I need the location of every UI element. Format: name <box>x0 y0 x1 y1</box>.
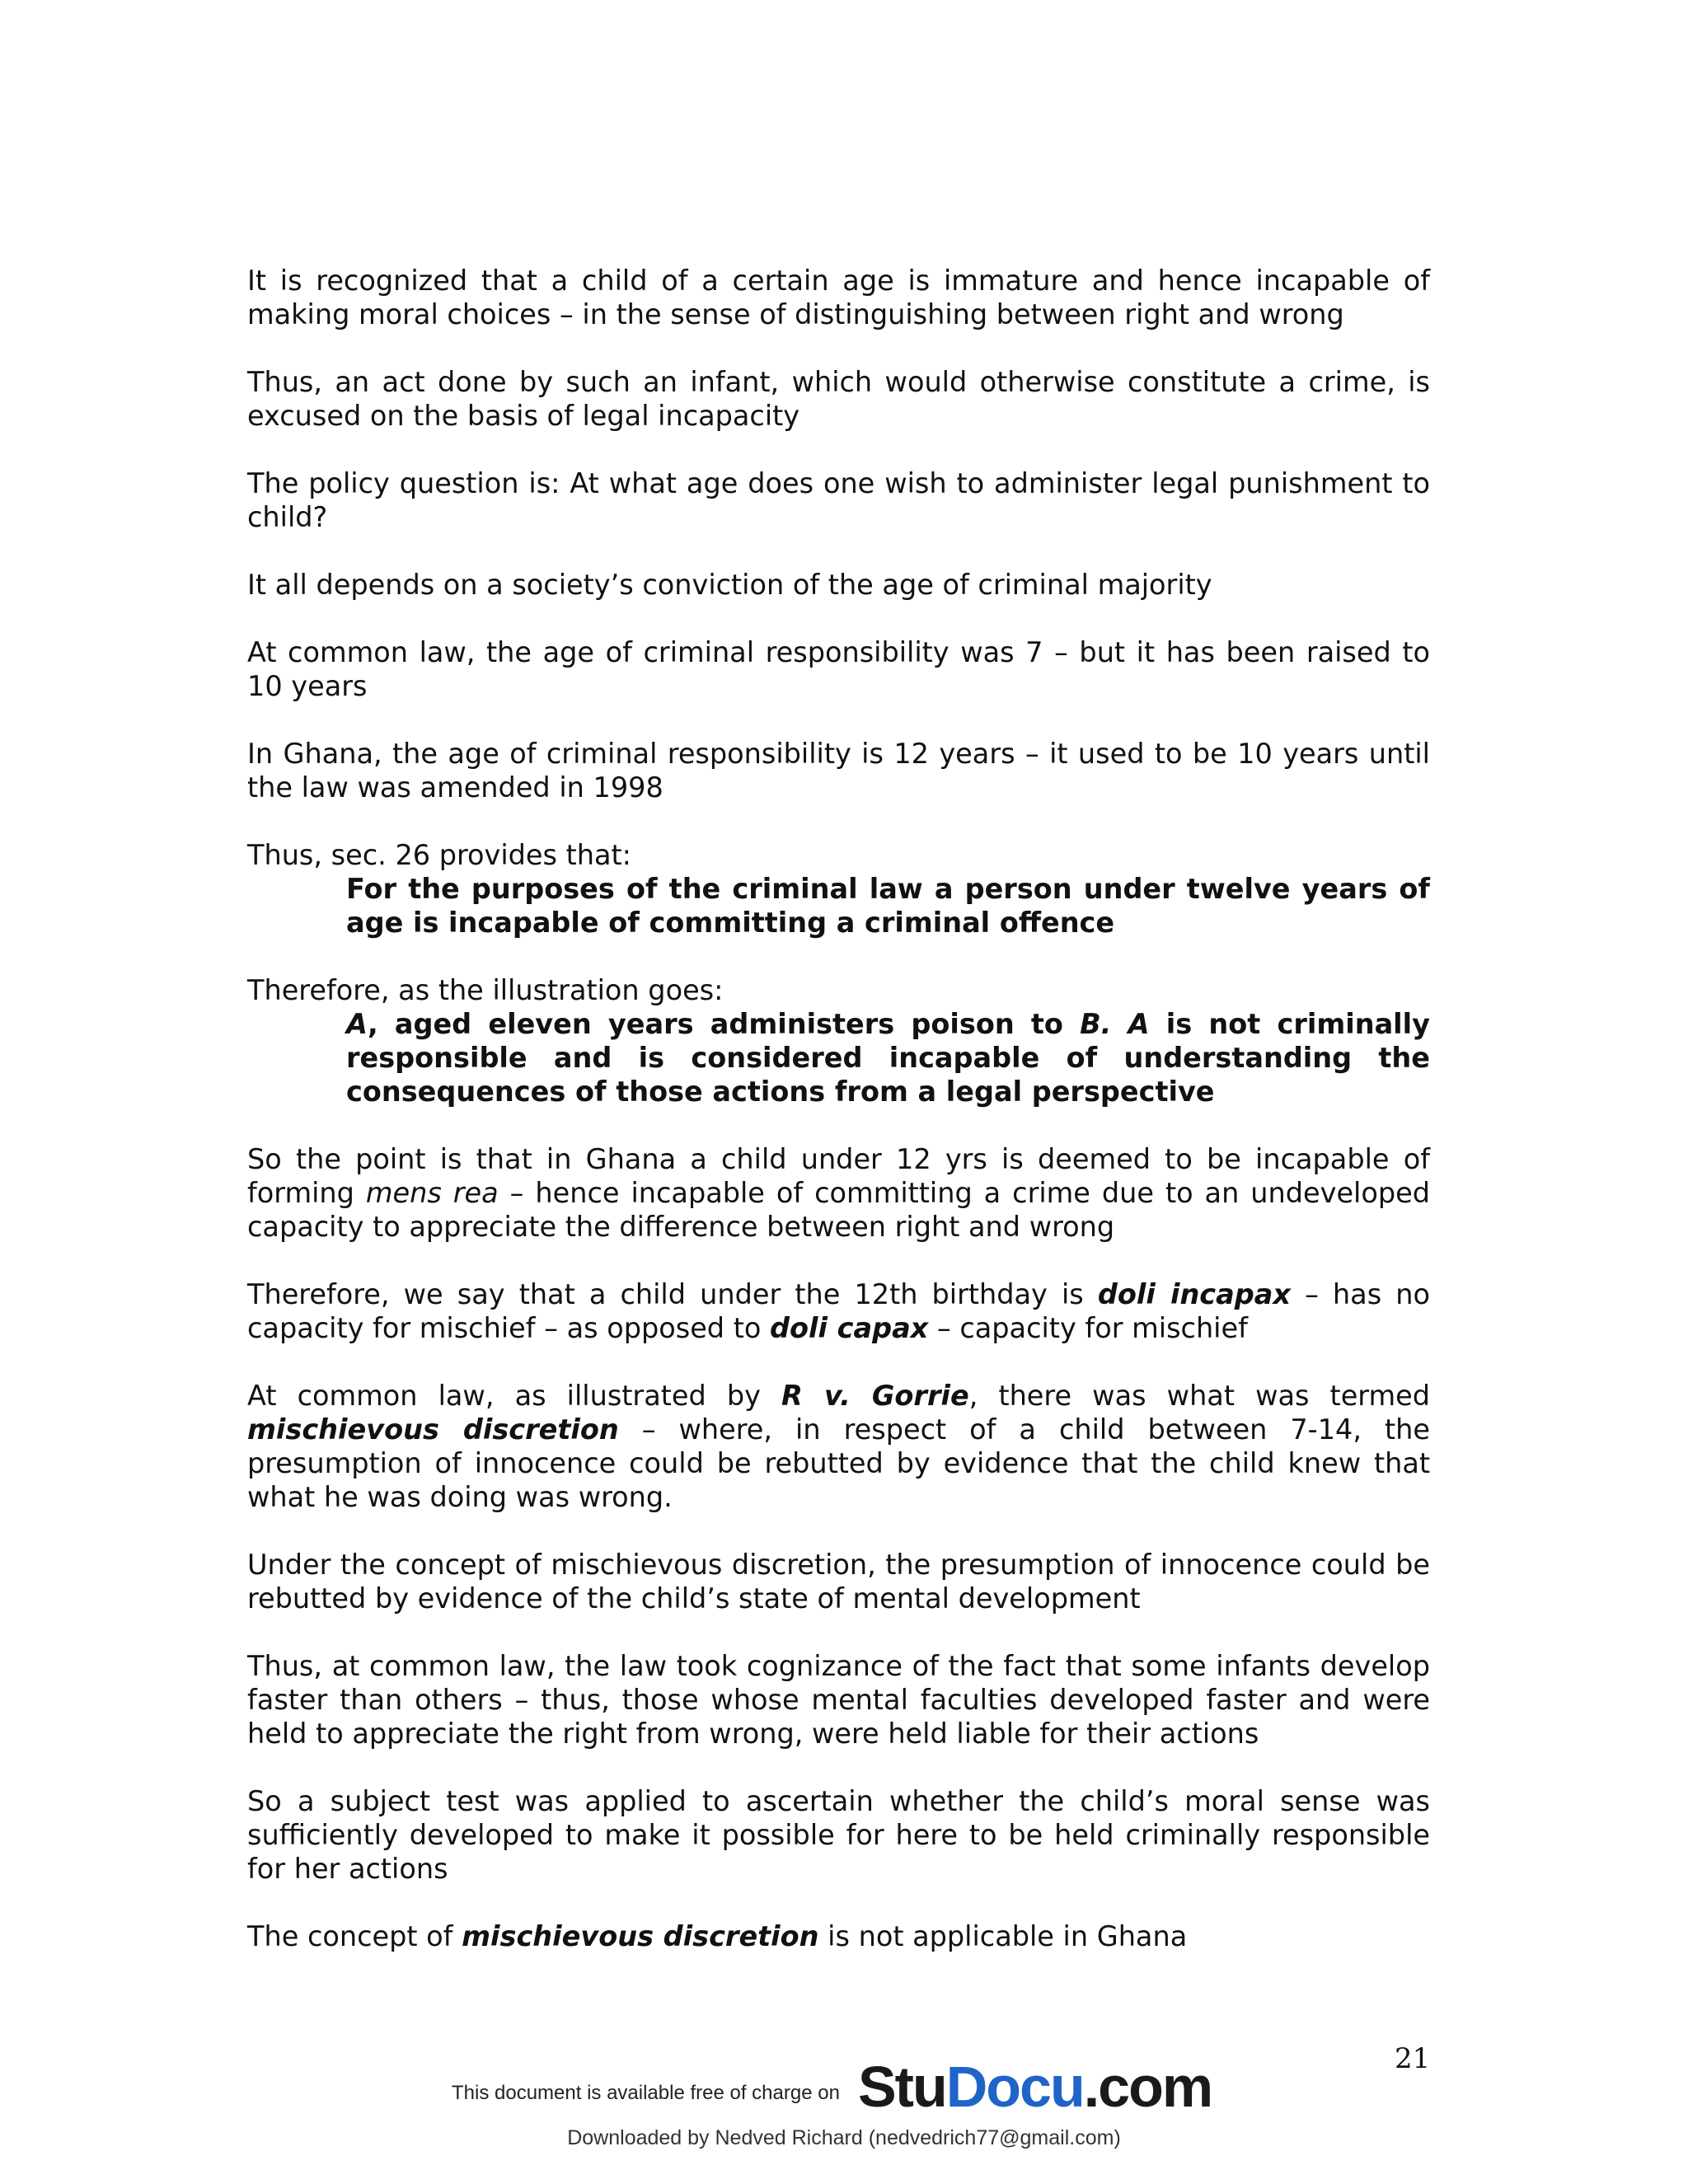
studocu-footer <box>452 2054 1212 2120</box>
paragraph-14: So a subject test was applied to ascertain whether the child’s moral sense was sufficiently developed to make it possible for here to be held criminally responsible for her actions <box>247 1785 1430 1885</box>
gorrie-text-2: , there was what was termed <box>968 1380 1430 1412</box>
section-26-quote: For the purposes of the criminal law a person under twelve years of age is incapable of committing a criminal offence <box>346 873 1430 939</box>
paragraph-gorrie <box>247 1379 1430 1514</box>
doli-text-2: – has no capacity for mischief – as opposed to <box>247 1278 1430 1344</box>
mischievous-discretion-term-2: mischievous discretion <box>462 1920 819 1952</box>
paragraph-6: In Ghana, the age of criminal responsibility is 12 years – it used to be 10 years until the law was amended in 1998 <box>247 738 1430 804</box>
logo-stu: Stu <box>857 2055 946 2119</box>
paragraph-12: Under the concept of mischievous discretion, the presumption of innocence could be rebutted by evidence of the child’s state of mental development <box>247 1549 1430 1615</box>
illustration-party-a: A <box>346 1008 368 1040</box>
footer-available-text: This document is available free of charge on <box>452 2082 840 2104</box>
gorrie-case-name: R v. Gorrie <box>781 1380 969 1412</box>
illustration-party-b: B. A <box>1080 1008 1150 1040</box>
paragraph-ghana-concept <box>247 1919 1430 1953</box>
mens-rea-term: mens rea <box>365 1177 499 1209</box>
ghana-text-2: is not applicable in Ghana <box>818 1920 1188 1952</box>
logo-docu: Docu <box>945 2055 1084 2119</box>
illustration-quote <box>346 1007 1430 1108</box>
downloaded-by-text: Downloaded by Nedved Richard (nedvedrich77@gmail.com) <box>567 2126 1121 2149</box>
document-body <box>247 264 1430 1953</box>
paragraph-3: The policy question is: At what age does one wish to administer legal punishment to child? <box>247 467 1430 533</box>
page-number: 21 <box>1395 2042 1431 2075</box>
doli-capax-term: doli capax <box>770 1312 929 1344</box>
mens-rea-text-1: So the point is that in Ghana a child under 12 yrs is deemed to be incapable of forming <box>247 1143 1430 1209</box>
mens-rea-text-2: – hence incapable of committing a crime due to an undeveloped capacity to appreciate the difference between right and wrong <box>247 1177 1430 1243</box>
illustration-text-2: is not criminally responsible and is considered incapable of understanding the consequences of those actions from a legal perspective <box>346 1008 1430 1108</box>
paragraph-5: At common law, the age of criminal responsibility was 7 – but it has been raised to 10 years <box>247 636 1430 702</box>
studocu-logo[interactable] <box>858 2054 1212 2120</box>
gorrie-text-3: – where, in respect of a child between 7-14, the presumption of innocence could be rebutted by evidence that the child knew that what he was doing was wrong. <box>247 1413 1430 1513</box>
doli-text-3: – capacity for mischief <box>928 1312 1248 1344</box>
illustration-intro: Therefore, as the illustration goes: <box>247 974 724 1006</box>
section-26-intro: Thus, sec. 26 provides that: <box>247 839 631 871</box>
paragraph-13: Thus, at common law, the law took cognizance of the fact that some infants develop faster than others – thus, those whose mental faculties developed faster and were held to appreciate the right from wrong, were held liable for their actions <box>247 1650 1430 1750</box>
paragraph-mens-rea <box>247 1142 1430 1244</box>
logo-com: .com <box>1083 2055 1212 2119</box>
doli-incapax-term: doli incapax <box>1097 1278 1291 1310</box>
illustration-text-1: , aged eleven years administers poison to <box>367 1008 1081 1040</box>
paragraph-1: It is recognized that a child of a certain age is immature and hence incapable of making moral choices – in the sense of distinguishing between right and wrong <box>247 265 1430 330</box>
doli-text-1: Therefore, we say that a child under the 12th birthday is <box>247 1278 1098 1310</box>
paragraph-doli <box>247 1277 1430 1345</box>
paragraph-4: It all depends on a society’s conviction of the age of criminal majority <box>247 569 1212 601</box>
mischievous-discretion-term: mischievous discretion <box>247 1413 619 1446</box>
paragraph-2: Thus, an act done by such an infant, which would otherwise constitute a crime, is excused on the basis of legal incapacity <box>247 366 1430 432</box>
gorrie-text-1: At common law, as illustrated by <box>247 1380 782 1412</box>
ghana-text-1: The concept of <box>247 1920 462 1952</box>
